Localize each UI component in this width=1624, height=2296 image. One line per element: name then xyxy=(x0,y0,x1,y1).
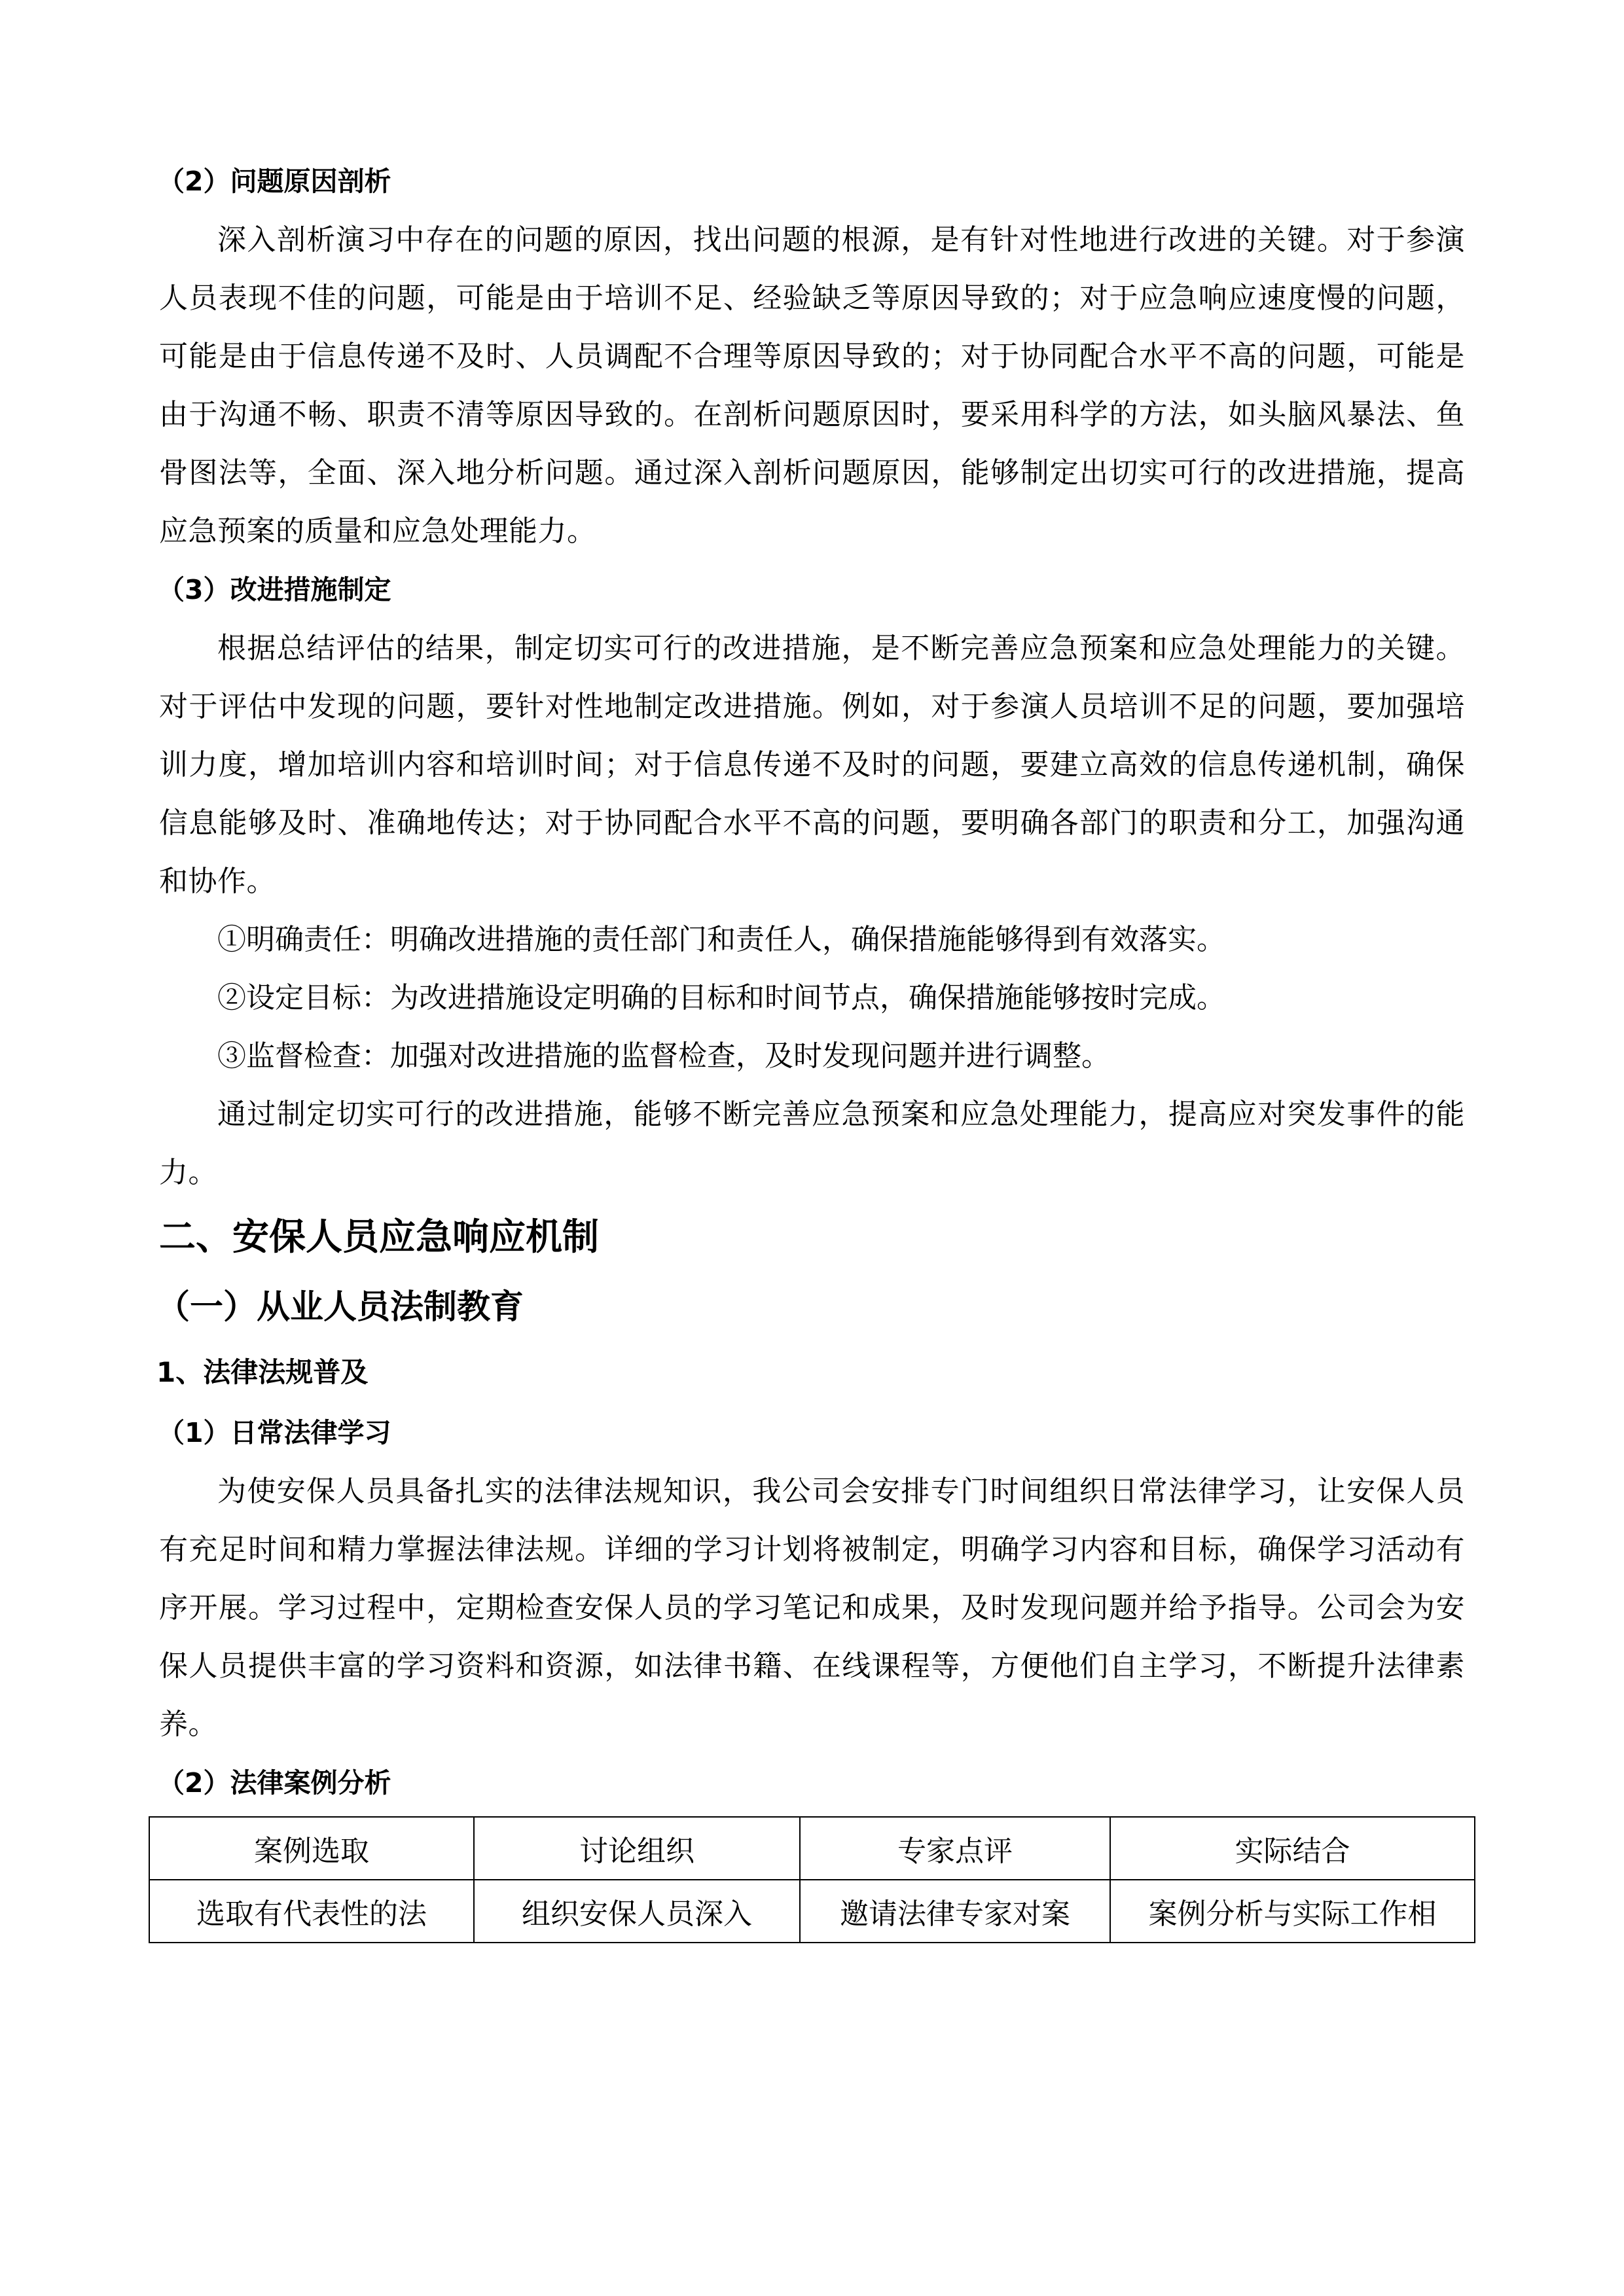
heading-problem-causes: （2）问题原因剖析 xyxy=(158,166,391,197)
page-content xyxy=(156,152,1465,1943)
heading-daily-legal-study: （1）日常法律学习 xyxy=(158,1417,391,1448)
section-sub-subtitle: 1、法律法规普及 xyxy=(156,1356,369,1388)
table-row xyxy=(149,1880,1475,1943)
table-cell: 选取有代表性的法 xyxy=(149,1880,474,1943)
paragraph-improvement-measures: 根据总结评估的结果，制定切实可行的改进措施，是不断完善应急预案和应急处理能力的关键。对于评估中发现的问题，要针对性地制定改进措施。例如，对于参演人员培训不足的问题，要加强培训力度，增加培训内容和培训时间；对于信息传递不及时的问题，要建立高效的信息传递机制，确保信息能够及时、准确地传达；对于协同配合水平不高的问题，要明确各部门的职责和分工，加强沟通和协作。 xyxy=(159,632,1465,898)
table-cell: 邀请法律专家对案 xyxy=(800,1880,1110,1943)
section-subtitle: （一）从业人员法制教育 xyxy=(156,1288,524,1327)
table-header-cell: 实际结合 xyxy=(1110,1817,1475,1880)
paragraph-closing: 通过制定切实可行的改进措施，能够不断完善应急预案和应急处理能力，提高应对突发事件的能力。 xyxy=(159,1098,1465,1189)
table-cell: 案例分析与实际工作相 xyxy=(1110,1880,1475,1943)
paragraph-problem-causes: 深入剖析演习中存在的问题的原因，找出问题的根源，是有针对性地进行改进的关键。对于参演人员表现不佳的问题，可能是由于培训不足、经验缺乏等原因导致的；对于应急响应速度慢的问题，可能是由于信息传递不及时、人员调配不合理等原因导致的；对于协同配合水平不高的问题，可能是由于沟通不畅、职责不清等原因导致的。在剖析问题原因时，要采用科学的方法，如头脑风暴法、鱼骨图法等，全面、深入地分析问题。通过深入剖析问题原因，能够制定出切实可行的改进措施，提高应急预案的质量和应急处理能力。 xyxy=(159,223,1465,548)
paragraph-daily-legal-study: 为使安保人员具备扎实的法律法规知识，我公司会安排专门时间组织日常法律学习，让安保人员有充足时间和精力掌握法律法规。详细的学习计划将被制定，明确学习内容和目标，确保学习活动有序开展。学习过程中，定期检查安保人员的学习笔记和成果，及时发现问题并给予指导。公司会为安保人员提供丰富的学习资料和资源，如法律书籍、在线课程等，方便他们自主学习，不断提升法律素养。 xyxy=(159,1475,1465,1741)
list-item-responsibility: ①明确责任：明确改进措施的责任部门和责任人，确保措施能够得到有效落实。 xyxy=(217,923,1225,956)
case-analysis-table xyxy=(149,1816,1475,1943)
table-cell: 组织安保人员深入 xyxy=(474,1880,800,1943)
table-header-row xyxy=(149,1817,1475,1880)
heading-legal-case-analysis: （2）法律案例分析 xyxy=(158,1767,391,1799)
list-item-targets: ②设定目标：为改进措施设定明确的目标和时间节点，确保措施能够按时完成。 xyxy=(217,981,1225,1014)
table-header-cell: 专家点评 xyxy=(800,1817,1110,1880)
table-header-cell: 案例选取 xyxy=(149,1817,474,1880)
section-title: 二、安保人员应急响应机制 xyxy=(159,1216,599,1259)
heading-improvement-measures: （3）改进措施制定 xyxy=(158,574,391,605)
list-item-supervision: ③监督检查：加强对改进措施的监督检查，及时发现问题并进行调整。 xyxy=(217,1039,1110,1073)
table-header-cell: 讨论组织 xyxy=(474,1817,800,1880)
